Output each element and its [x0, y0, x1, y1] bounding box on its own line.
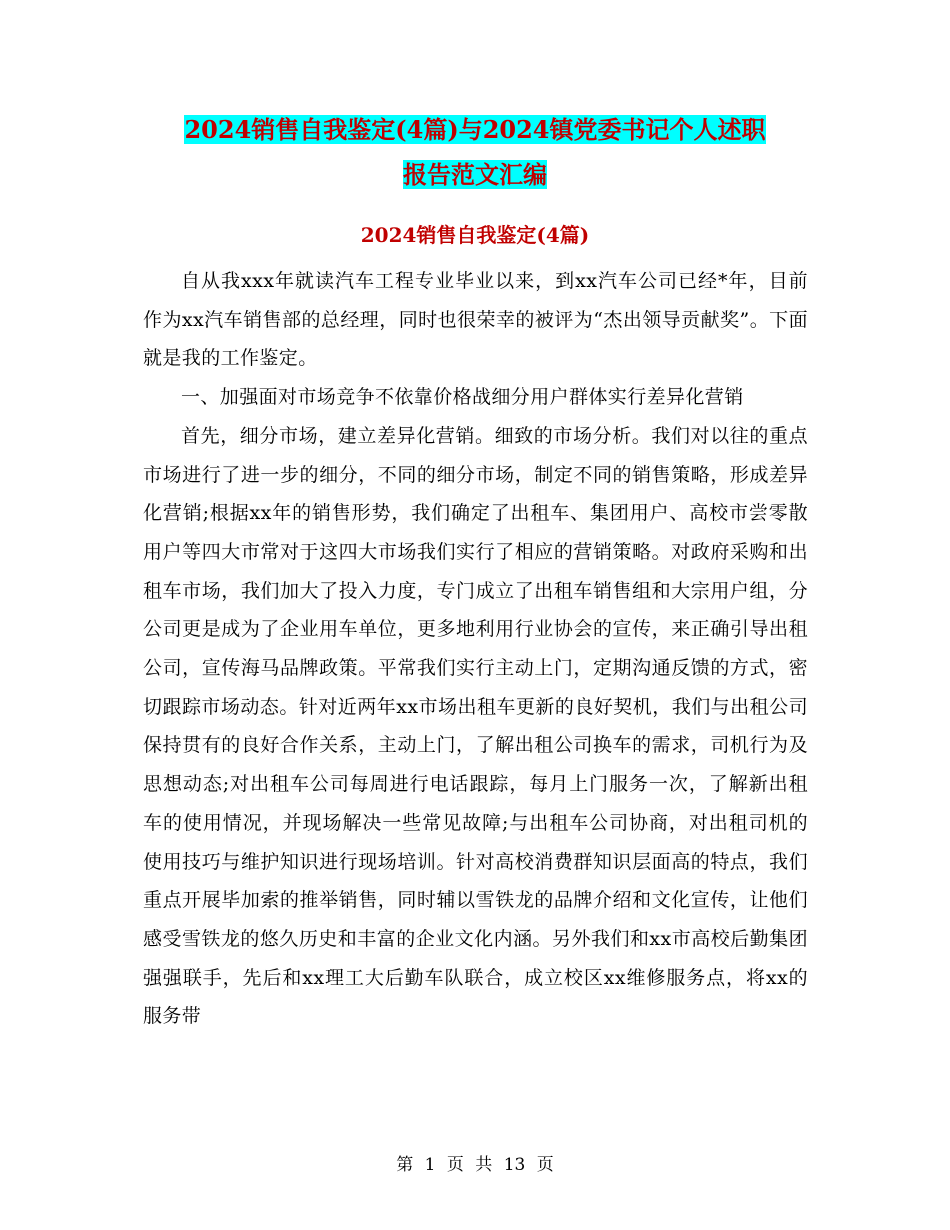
- paragraph-intro: 自从我xxx年就读汽车工程专业毕业以来，到xx汽车公司已经*年，目前作为xx汽车销售部的总经理，同时也很荣幸的被评为“杰出领导贡献奖”。下面就是我的工作鉴定。: [143, 270, 808, 370]
- document-title-line-2: [0, 155, 950, 195]
- section-heading: 2024销售自我鉴定(4篇): [360, 223, 590, 247]
- document-body: [143, 262, 808, 1036]
- document-title-text: 2024销售自我鉴定(4篇)与2024镇党委书记个人述职: [184, 115, 766, 144]
- document-title-line-1: [0, 110, 950, 150]
- document-title-text-continued: 报告范文汇编: [403, 160, 547, 189]
- page-footer: [0, 1153, 950, 1177]
- page-number: 第 1 页 共 13 页: [396, 1155, 554, 1175]
- paragraph-subheading: 一、加强面对市场竞争不依靠价格战细分用户群体实行差异化营销: [181, 386, 744, 409]
- paragraph-main: 首先，细分市场，建立差异化营销。细致的市场分析。我们对以往的重点市场进行了进一步的细分，不同的细分市场，制定不同的销售策略，形成差异化营销;根据xx年的销售形势，我们确定了出租车、集团用户、高校市尝零散用户等四大市常对于这四大市场我们实行了相应的营销策略。对政府采购和出租车市场，我们加大了投入力度，专门成立了出租车销售组和大宗用户组，分公司更是成为了企业用车单位，更多地利用行业协会的宣传，来正确引导出租公司，宣传海马品牌政策。平常我们实行主动上门，定期沟通反馈的方式，密切跟踪市场动态。针对近两年xx市场出租车更新的良好契机，我们与出租公司保持贯有的良好合作关系，主动上门，了解出租公司换车的需求，司机行为及思想动态;对出租车公司每周进行电话跟踪，每月上门服务一次，了解新出租车的使用情况，并现场解决一些常见故障;与出租车公司协商，对出租司机的使用技巧与维护知识进行现场培训。针对高校消费群知识层面高的特点，我们重点开展毕加索的推举销售，同时辅以雪铁龙的品牌介绍和文化宣传，让他们感受雪铁龙的悠久历史和丰富的企业文化内涵。另外我们和xx市高校后勤集团强强联手，先后和xx理工大后勤车队联合，成立校区xx维修服务点，将xx的服务带: [143, 424, 808, 1028]
